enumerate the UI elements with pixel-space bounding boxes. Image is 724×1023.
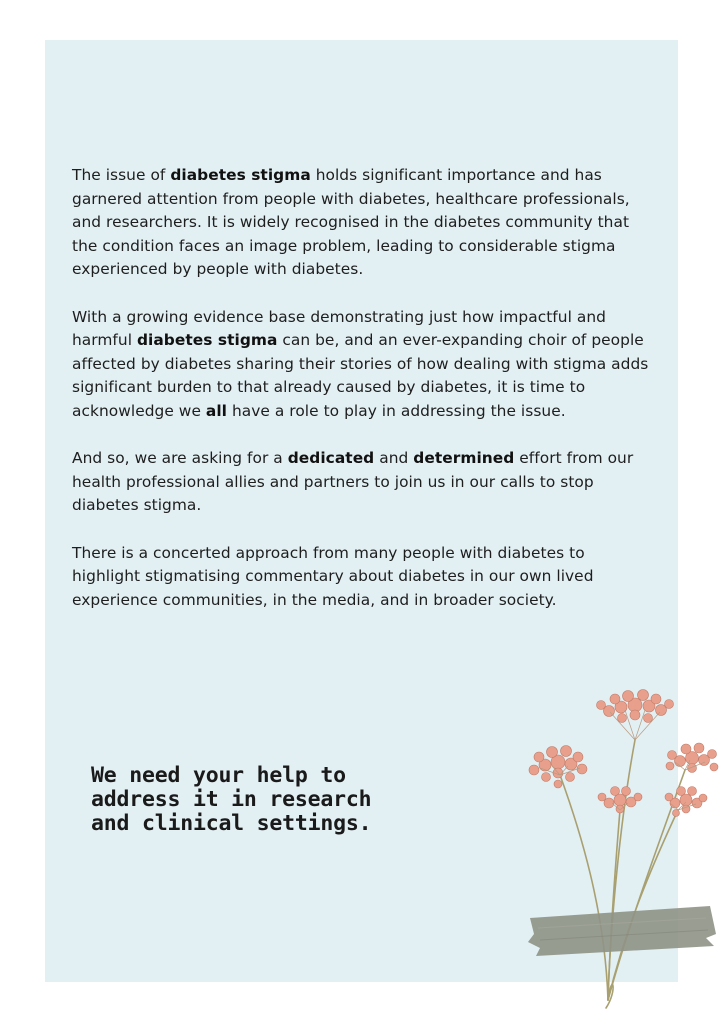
text-segment: have a role to play in addressing the issue. — [227, 401, 566, 420]
text-segment: holds significant importance and has garnered attention from people with diabetes, healthcare professionals, and researchers. It is widely recognised in the diabetes community that the condition faces an image problem, leading to considerable stigma experienced by people with diabetes. — [72, 166, 630, 279]
text-segment: With a growing evidence base demonstrating just how impactful and harmful — [72, 307, 606, 350]
text-segment: and — [374, 449, 414, 468]
callout-line: We need your help to — [91, 763, 346, 788]
callout-heading — [91, 764, 471, 836]
callout-line: address it in research — [91, 787, 372, 812]
bold-segment: dedicated — [287, 449, 375, 468]
text-segment: can be, and an ever-expanding choir of people affected by diabetes sharing their stories of how dealing with stigma adds significant burden to that already caused by diabetes, it is time to acknowledge we — [72, 331, 649, 420]
paragraph-4 — [72, 542, 652, 613]
body-text — [72, 164, 652, 636]
pressed-flower-icon — [510, 670, 724, 1010]
bold-segment: diabetes stigma — [136, 331, 278, 350]
text-segment: And so, we are asking for a — [72, 449, 288, 468]
text-segment: effort from our health professional allies and partners to join us in our calls to stop diabetes stigma. — [72, 449, 634, 515]
paragraph-2 — [72, 306, 652, 424]
text-segment: There is a concerted approach from many people with diabetes to highlight stigmatising commentary about diabetes in our own lived experience communities, in the media, and in broader society. — [72, 543, 594, 609]
bold-segment: diabetes stigma — [170, 166, 311, 184]
bold-segment: determined — [413, 449, 515, 468]
text-segment: The issue of — [72, 166, 171, 184]
paragraph-1 — [72, 164, 652, 282]
callout-line: and clinical settings. — [91, 811, 372, 836]
bold-segment: all — [205, 401, 228, 420]
paragraph-3 — [72, 447, 652, 518]
